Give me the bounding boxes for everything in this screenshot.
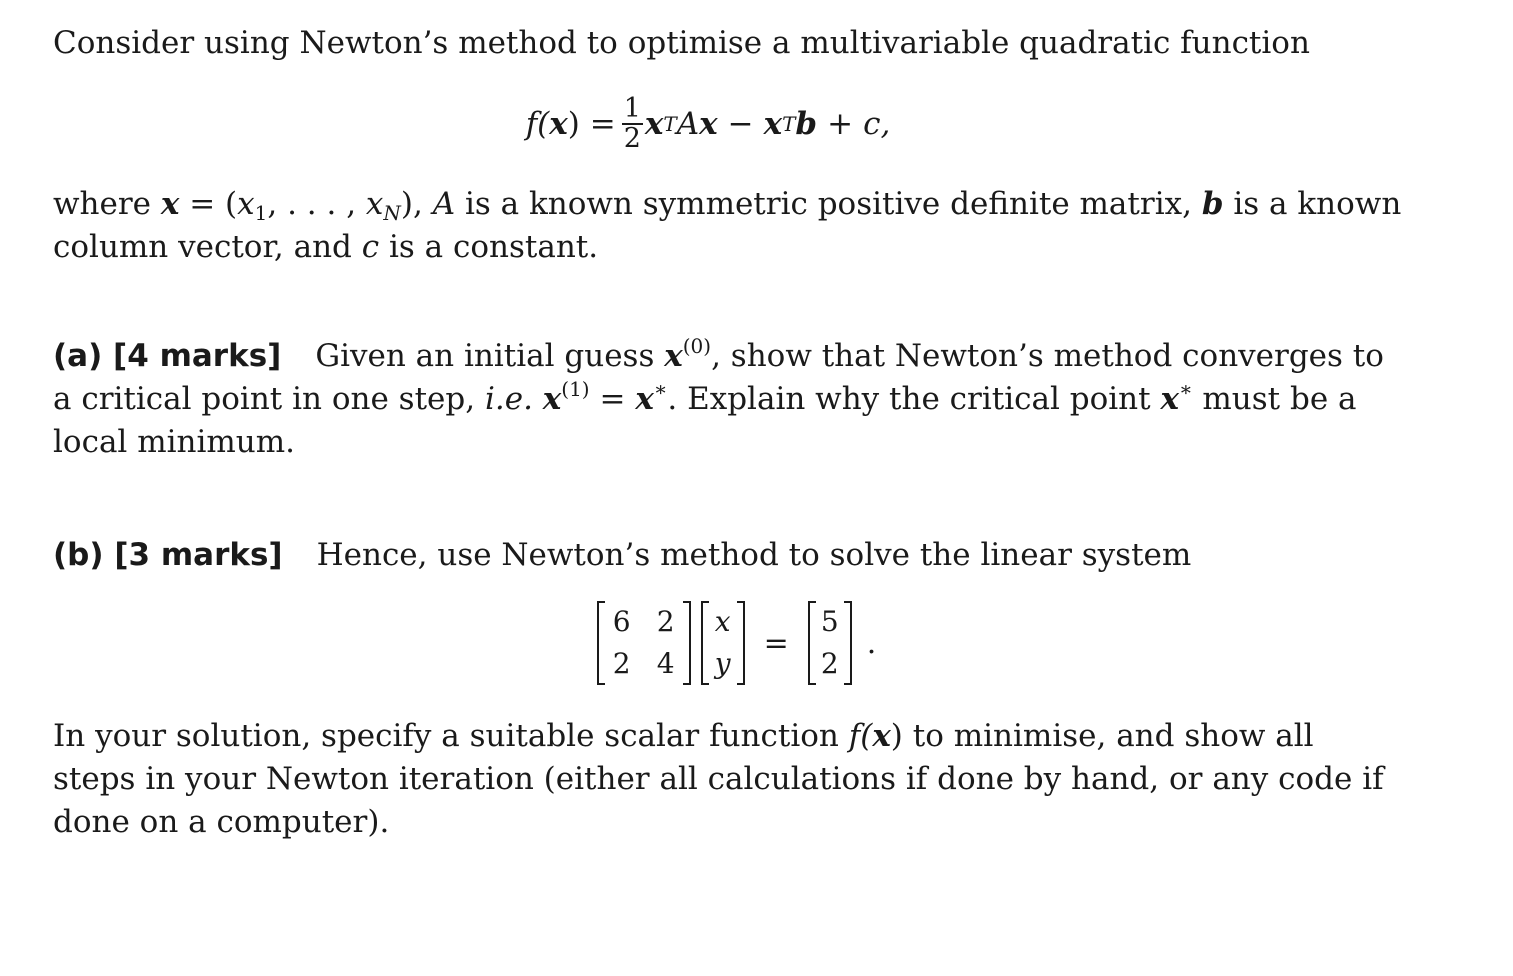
- part-a: (a) [4 marks] Given an initial guess $x^{(0)}$, show that Newton’s method converges to a critical point in one step, i.e. $x^{(1)} = x^∗$. Explain why the critical point x∗ must be a local minimum.: [53, 334, 1384, 460]
- unknown-vector: x y: [701, 601, 745, 685]
- objective-equation: f( x ) = $\frac{1}{2}$ x T A x − x T b + c,: [525, 93, 891, 154]
- intro-where: where $x = (x_1$, . . . , $x_N$), A is a known symmetric positive definite matrix, b is a known column vector, and c is a constant.: [53, 186, 1402, 265]
- part-b-label: (b) [3 marks]: [53, 537, 283, 573]
- linear-system: 6 2 2 4 x y = 5 2 .: [53, 581, 1403, 705]
- question-page: [53, 22, 1403, 844]
- intro-lead: Consider using Newton’s method to optimise a multivariable quadratic function: [53, 25, 1310, 61]
- eq-lhs: f(: [525, 105, 550, 142]
- part-b: (b) [3 marks] Hence, use Newton’s method to solve the linear system: [53, 537, 1192, 573]
- part-b-instructions: In your solution, specify a suitable scalar function f(x) to minimise, and show all steps in your Newton iteration (either all calculations if done by hand, or any code if done on a computer).: [53, 718, 1384, 840]
- coefficient-matrix: 6 2 2 4: [597, 601, 691, 685]
- rhs-vector: 5 2: [808, 601, 852, 685]
- eq-fraction: $\frac{1}{2}$: [623, 93, 641, 154]
- part-a-label: (a) [4 marks]: [53, 338, 282, 374]
